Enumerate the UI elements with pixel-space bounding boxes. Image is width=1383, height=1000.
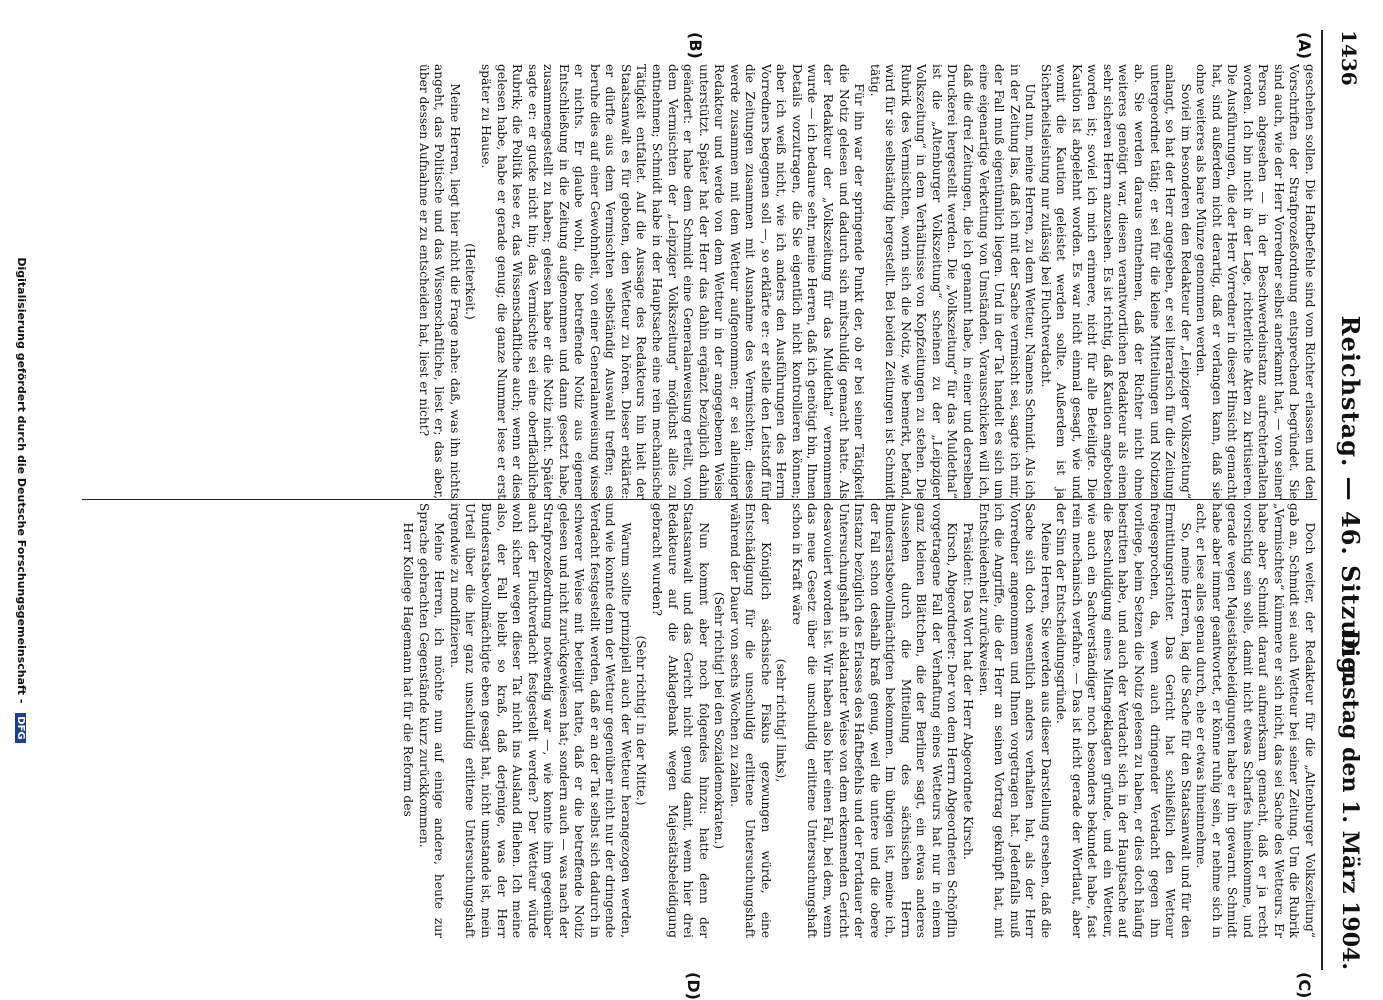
interjection: (Sehr richtig! in der Mitte.)	[634, 635, 649, 806]
page-header	[1327, 30, 1375, 970]
paragraph: Doch weiter, der Redakteur für die „Altenburger Volkszeitung“ gab an, Schmidt sei auch Wetteur bei seiner Zeitung. Um die Rubrik „Vermischtes“ kümmere er sich nicht, das sei Sache des Wetteurs. Er habe aber Schmidt darauf aufmerksam gemacht, daß er ja recht vorsichtig sein solle, damit nicht etwas Scharfes hineinkomme, und gerade wegen Majestätsbeleidigungen habe er ihn gewarnt. Schmidt habe aber immer geantwortet, er könne ruhig sein, er nehme sich in acht, er lese alles genau durch, ehe er etwas hineinnehme.	[1194, 503, 1317, 938]
paragraph: Und nun, meine Herren, zu dem Wetteur, Namens Schmidt. Als ich in der Zeitung las, daß ich mit der Sache vermischt sei, sagte ich mir, der Fall muß eigentümlich liegen. Und in der Tat handelt es sich um eine eigenartige Verkettung von Umständen. Vorausschicken will ich, daß die drei Zeitungen, die ich genannt habe, in einer und derselben Druckerei hergestellt werden. Die „Volkszeitung“ für das Muldethal“ ist die „Altenburger Volkszeitung“ scheinen zu der „Leipziger Volkszeitung“ in dem Verhältnisse von Kopfzeitungen zu stehen. Die Rubrik des Vermischten, worin sich die Notiz, wie bemerkt, befand, wird für sie selbständig hergestellt. Bei beiden Zeitungen ist Schmidt tätig.	[867, 64, 1038, 499]
header-rule	[1321, 30, 1323, 970]
margin-letter-d: (D)	[684, 972, 703, 1000]
paragraph: Nun kommt aber noch folgendes hinzu: hatte denn der Staatsanwalt und das Gericht nicht genug damit, wenn hier drei Redakteure auf die Anklagebank wegen Majestätsbeleidigung gebracht wurden?	[650, 503, 711, 938]
paragraph: Meine Herren, ich möchte nun auf einige andere, heute zur Sprache gebrachten Gegenstände kurz zurückkommen.	[416, 503, 447, 938]
column-divider	[82, 499, 1317, 500]
paragraph: So, meine Herren, lag die Sache für den Staatsanwalt und für den Ermittlungsrichter. Das Gericht hat schließlich den Wetteur freigesprochen, da, wenn auch dringender Verdacht gegen ihn vorliege, beim Setzen die Notiz gelesen zu haben, er dies doch häufig bestritten habe, und auch der Verdacht sich in der Hauptsache auf die Beschuldigung eines Mitangeklagten gründe, und ein Wetteur, wie auch ein Sachverständiger noch besonders bekundet habe, fast rein mechanisch verfahre. — Das ist nicht gerade der Wortlaut, aber der Sinn der Entscheidungsgründe.	[1054, 503, 1193, 938]
president-statement: Präsident: Das Wort hat der Herr Abgeordnete Kirsch.	[960, 522, 975, 860]
paragraph: Soviel im besonderen den Redakteur der „Leipziger Volkszeitung“ anlangt, so hat der Herr angegeben, er sei literarisch für die Zeitung untergeordnet tätig; er sei für die kleine Mitteilungen und Notizen ab. Sie werden daraus entnehmen, daß der Richter nicht ohne weiteres genötigt war, diesen verantwortlichen Redakteur als einen sehr sicheren Herrn anzusehen. Es ist richtig, daß Kaution angeboten worden ist; soviel ich mich erinnere, nicht für alle Beteiligte. Die Kaution ist abgelehnt worden. Es war nicht einmal gesagt, wie und womit die Kaution geleistet werden sollte. Außerdem ist ja Sicherheitsleistung nur zulässig bei Fluchtverdacht.	[1038, 64, 1193, 499]
margin-letter-b: (B)	[686, 32, 705, 59]
paragraph: Herr Kollege Hagemann hat für die Reform des	[401, 522, 416, 817]
interjection: (sehr richtig! links),	[774, 658, 789, 783]
left-text-column	[82, 64, 1317, 499]
margin-letter-c: (C)	[1295, 972, 1314, 999]
speech-paragraph: Kirsch, Abgeordneter: Der von dem Herrn Abgeordneten Schöpflin vorgetragene Fall der Verhaftung eines Wetteurs hat nur in einem ganz kleinen Blättchen, die der Berliner sagt, ein etwas anderes Aussehen durch die Mitteilung des sächsischen Herrn Bundesratsbevollmächtigten bekommen. Im übrigen ist, meine ich, der Fall schon deshalb kraß genug, weil die untere und die obere Instanz bezüglich des Erlasses des Haftbefehls und der Fortdauer der Untersuchungshaft in eklatanter Weise von dem erkennenden Gericht desavouiert worden ist. Wir haben also hier einen Fall, bei dem, wenn das neue Gesetz über die unschuldig erlittene Untersuchungshaft schon in Kraft wäre	[789, 503, 960, 938]
running-head: Reichstag. — 46. Sitzung.	[1336, 315, 1365, 685]
paragraph: der Königlich sächsische Fiskus gezwungen würde, eine Entschädigung für die unschuldig erlittene Untersuchungshaft während der Dauer von sechs Wochen zu zahlen.	[727, 503, 773, 938]
page-number: 1436	[1337, 30, 1361, 86]
paragraph: Warum sollte prinzipiell auch der Wetteur herangezogen werden, und wie konnte denn der Wetteur gegenüber nicht nur der dringende Verdacht festgestellt werden, daß er an der Tat selbst sich dadurch in schwerer Weise mit beteiligt hatte, daß er die betreffende Notiz gelesen und nicht zurückgewiesen hat; sondern auch — was nach der Strafprozeßordnung notwendig war —, wie konnte ihm gegenüber auch der Fluchtverdacht festgestellt werden? Der Wetteur würde wohl sicher wegen dieser Tat nicht ins Ausland fliehen. Ich meine also, der Fall bleibt so kraß, daß derjenige, was der Herr Bundesratsbevollmächtigte eben gesagt hat, nicht umstande ist, mein Urteil über die hier ganz unschuldig erlittene Untersuchungshaft irgendwie zu modifizieren.	[447, 503, 633, 938]
right-text-column	[82, 503, 1317, 938]
paragraph: Für ihn war der springende Punkt der, ob er bei seiner Tätigkeit die Notiz gelesen und dadurch sich mitschuldig gemacht hatte. Als der Redakteur der „Volkszeitung für das Muldethal“ vernommen wurde — ich bedaure sehr, meine Herren, daß ich genötigt bin, Ihnen Details vorzutragen, die Sie eigentlich nicht kontrollieren können; aber ich weiß nicht, wie ich anders den Ausführungen des Herrn Vorredners begegnen soll —, so erklärte er: er stelle den Leitstoff für die Zeitungen zusammen mit Ausnahme des Vermischten; dieses werde zusammen mit dem Wetteur aufgenommen; er sei alleiniger Redakteur und werde von dem Wetteur in der angegebenen Weise unterstützt. Später hat der Herr das dahin ergänzt bezüglich dahin geändert: er habe dem Schmidt eine Generalanweisung erteilt, von dem Vermischten der „Leipziger Volkszeitung“ möglichst alles zu entnehmen; Schmidt habe in der Hauptsache eine rein mechanische Tätigkeit entfaltet. Auf die Aussage des Redakteurs hin hielt der Staatsanwalt es für geboten, den Wetteur zu hören. Dieser erklärte: er dürfte aus dem Vermischten selbständig Auswahl treffen; es beruhe dies auf einer Gewohnheit, von einer Generalanweisung wisse er nichts. Er glaube wohl, die betreffende Notiz aus eigener Entschließung in die Zeitung aufgenommen und dann gesetzt habe, zusammengestellt zu haben; gelesen habe er die Notiz nicht. Später sagte er: er gucke nicht hin; das Vermischte sei eine oberflächliche Rubrik; die Politik lese er, das Wissenschaftliche auch; wenn er dies gelesen habe, habe er gerade genug; die ganze Nummer lese er erst später zu Hause.	[479, 64, 867, 499]
paragraph: Meine Herren, Sie werden aus dieser Darstellung ersehen, daß die Sache sich doch wesentlich anders verhalten hat, als der Herr Vorredner angenommen und Ihnen vorgetragen hat. Jedenfalls muß ich die Angriffe, die der Herr an seinen Vortrag geknüpft hat, mit Entschiedenheit zurückweisen.	[976, 503, 1053, 938]
footer-text: Digitalisierung gefördert durch die Deutsche Forschungsgemeinschaft -	[15, 257, 28, 704]
interjection: (Heiterkeit.)	[463, 243, 478, 320]
digitization-footer	[15, 0, 28, 1000]
dfg-logo: DFG	[15, 713, 26, 742]
session-date: Dienstag den 1. März 1904.	[1337, 629, 1363, 970]
paragraph: geschehen sollen. Die Haftbefehle sind vom Richter erlassen und den Vorschriften der Strafprozeßordnung entsprechend begründet. Sie sind auch, wie der Herr Vorredner selbst anerkannt hat, — von seiner Person abgesehen — in der Beschwerdeinstanz aufrechterhalten worden. Ich bin nicht in der Lage, richterliche Akten zu kritisieren. Die Ausführungen, die der Herr Vorredner in dieser Hinsicht gemacht hat, sind außerdem nicht derartig, daß er verlangen kann, daß sie ohne weiteres als bare Münze genommen werden.	[1194, 64, 1317, 499]
paragraph: Meine Herren, liegt hier nicht die Frage nahe: daß, was ihn nichts angeht, das Politische und das Wissenschaftliche, liest er; das aber, über dessen Aufnahme er zu entscheiden hat, liest er nicht?	[416, 64, 462, 499]
interjection: (Sehr richtig! bei den Sozialdemokraten.)	[712, 591, 727, 850]
margin-letter-a: (A)	[1295, 32, 1314, 60]
